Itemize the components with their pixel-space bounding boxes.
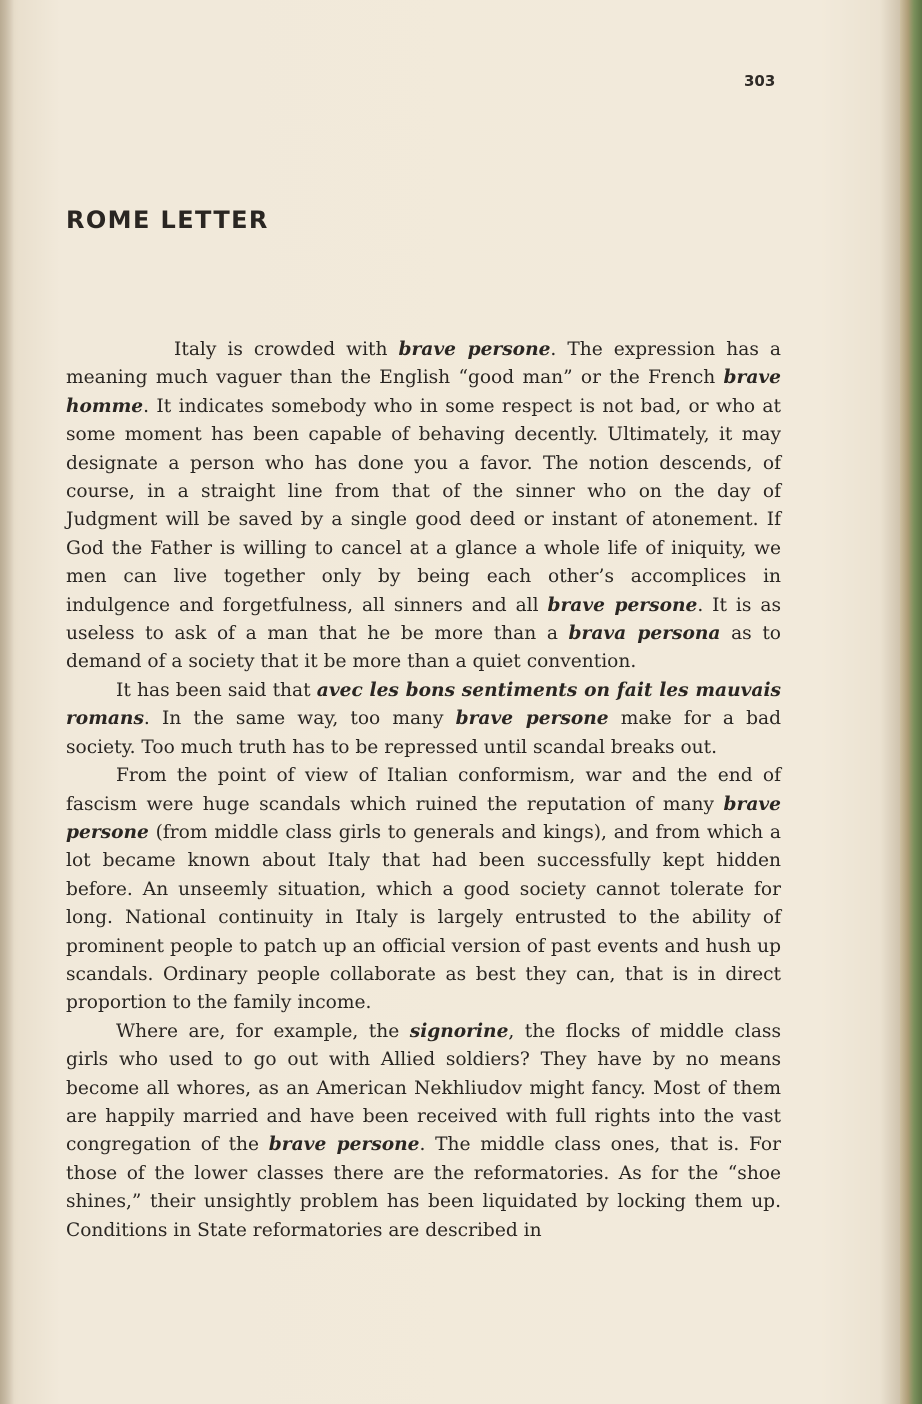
italic-phrase: brave homme [66, 367, 781, 417]
article-title: ROME LETTER [66, 206, 269, 234]
gutter-shadow [0, 0, 14, 1404]
page-edge [900, 0, 922, 1404]
italic-phrase: brave persone [547, 594, 698, 616]
italic-phrase: brave persone [66, 793, 781, 843]
italic-phrase: signorine [409, 1020, 509, 1042]
paragraph-3 [66, 762, 781, 1018]
text-run: . The middle class ones, that is. For those of the lower classes there are the reformatories. As for the “shoe shines,” their unsightly problem has been liquidated by locking them up. Conditions in State reformatories are described in [66, 1134, 781, 1241]
text-run: . It indicates somebody who in some respect is not bad, or who at some moment has been capable of behaving decently. Ultimately, it may designate a person who has done you a favor. The notion descends, of course, in a straight line from that of the sinner who on the day of Judgment will be saved by a single good deed or instant of atonement. If God the Father is willing to cancel at a glance a whole life of iniquity, we men can live together only by being each other’s accomplices in indulgence and forgetfulness, all sinners and all [66, 395, 781, 616]
text-run: . In the same way, too many [143, 708, 456, 730]
text-run: make for a bad society. Too much truth has to be repressed until scandal breaks out. [66, 708, 781, 758]
italic-phrase: brave persone [455, 708, 609, 730]
text-run: Where are, for example, the [116, 1020, 410, 1042]
italic-phrase: brava persona [568, 623, 721, 645]
italic-phrase: brave persone [398, 339, 551, 360]
text-run: (from middle class girls to generals and kings), and from which a lot became known about Italy that had been successfully kept hidden before. An unseemly situation, which a good society cannot tolerate for long. National continuity in Italy is largely entrusted to the ability of prominent people to patch up an official version of past events and hush up scandals. Ordinary people collaborate as best they can, that is in direct proportion to the family income. [66, 821, 781, 1014]
page-number: 303 [744, 72, 776, 90]
italic-phrase: brave persone [268, 1134, 420, 1156]
text-run: . The expression has a meaning much vaguer than the English “good man” or the French [66, 339, 781, 389]
text-run: It has been said that [116, 679, 317, 701]
text-run: , the flocks of middle class girls who used to go out with Allied soldiers? They have by no means become all whores, as an American Nekhliudov might fancy. Most of them are happily married and have been received with full rights into the vast congregation of the [66, 1020, 781, 1156]
text-run: From the point of view of Italian conformism, war and the end of fascism were huge scandals which ruined the reputation of many [66, 765, 781, 815]
article-body [66, 336, 781, 1245]
paragraph-1 [66, 336, 781, 677]
text-run: Italy is crowded with [174, 339, 399, 360]
text-run: as to demand of a society that it be more than a quiet convention. [66, 623, 781, 673]
italic-phrase: avec les bons sentiments on fait les mauvais romans [66, 679, 781, 730]
paragraph-2 [66, 677, 781, 762]
paragraph-4 [66, 1018, 781, 1245]
text-run: . It is as useless to ask of a man that he be more than a [66, 594, 781, 645]
